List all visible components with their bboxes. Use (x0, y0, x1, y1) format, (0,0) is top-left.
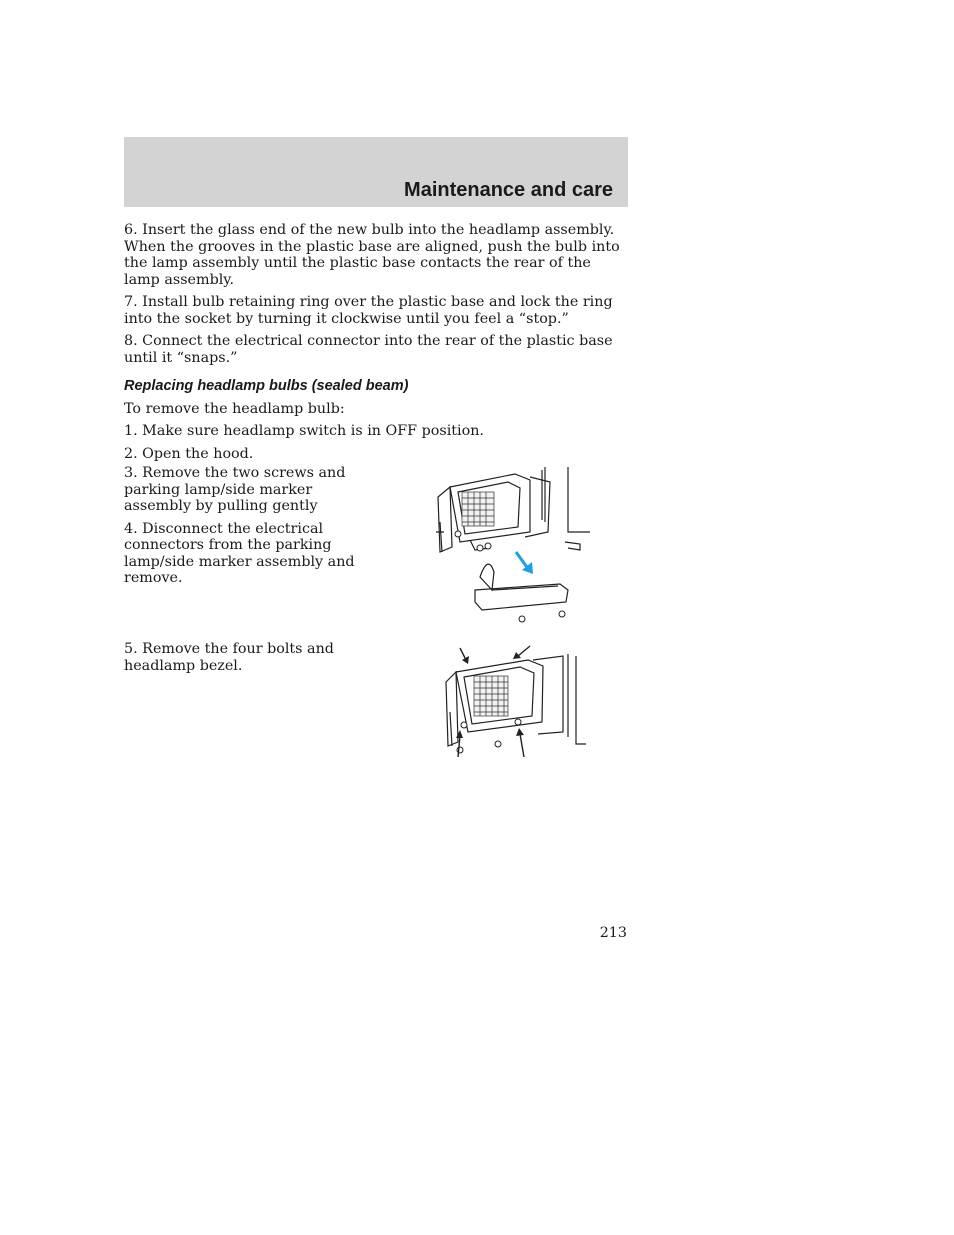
subheading: Replacing headlamp bulbs (sealed beam) (124, 378, 409, 394)
step-8: 8. Connect the electrical connector into the rear of the plastic base until it “snaps.” (124, 333, 613, 366)
step-5: 5. Remove the four bolts and headlamp bezel. (124, 641, 334, 674)
section-title: Maintenance and care (404, 179, 613, 201)
step-4: 4. Disconnect the electrical connectors from the parking lamp/side marker assembly and remove. (124, 520, 355, 586)
parking-lamp-removal-illustration (430, 462, 610, 632)
header-band (124, 137, 628, 207)
parking-lamp-assembly (475, 564, 568, 610)
main-text (124, 222, 624, 468)
page-number: 213 (599, 925, 627, 941)
steps-3-4 (124, 465, 374, 593)
intro-text: To remove the headlamp bulb: (124, 400, 345, 417)
step-3: 3. Remove the two screws and parking lamp/side marker assembly by pulling gently (124, 465, 346, 514)
step-7: 7. Install bulb retaining ring over the plastic base and lock the ring into the socket by turning it clockwise until you feel a “stop.” (124, 294, 613, 327)
step-1: 1. Make sure headlamp switch is in OFF position. (124, 423, 484, 439)
bezel-grille-pattern (474, 676, 508, 716)
headlamp-bezel-bolts-illustration (438, 642, 590, 757)
step-5-block (124, 641, 374, 680)
step-2: 2. Open the hood. (124, 445, 254, 462)
removal-arrow-icon (516, 552, 533, 574)
lamp-grille-pattern (462, 492, 494, 526)
step-6: 6. Insert the glass end of the new bulb into the headlamp assembly. When the grooves in the plastic base are aligned, push the bulb into the lamp assembly until the plastic base contacts the rear of the lamp assembly. (124, 222, 620, 288)
